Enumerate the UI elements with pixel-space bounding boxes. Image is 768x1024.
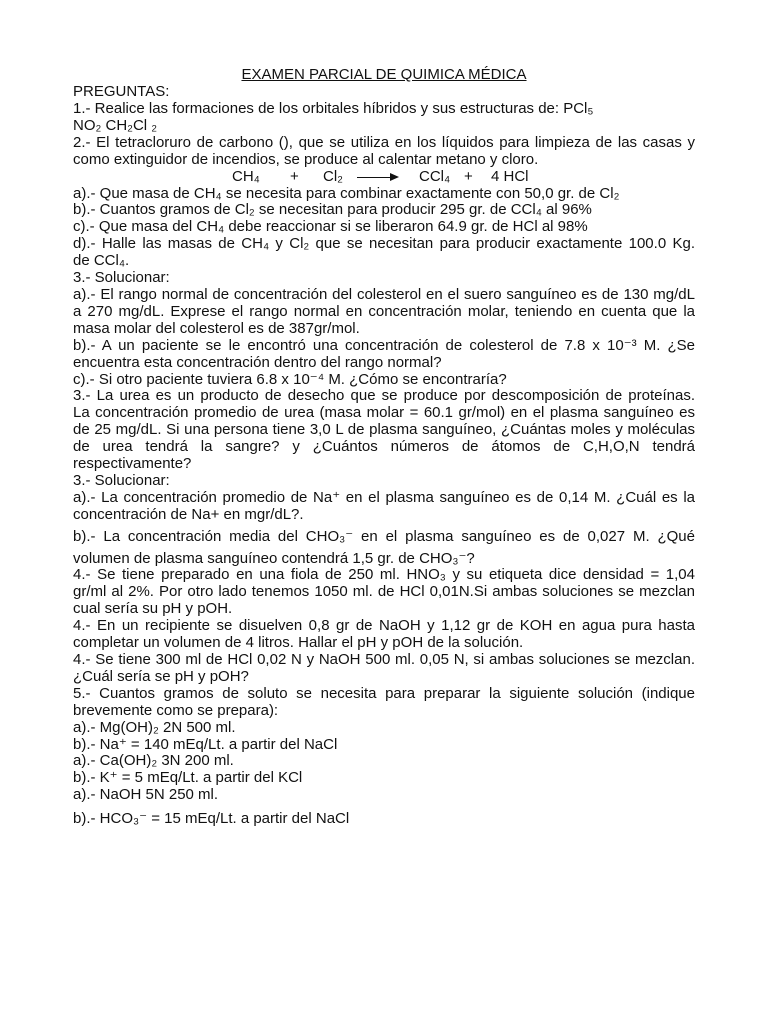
- text-line: a).- Mg(OH)₂ 2N 500 ml.: [73, 718, 236, 736]
- text-line: ¿Cuál sería se pH y pOH?: [73, 667, 249, 685]
- text-line: a).- La concentración promedio de Na⁺ en el plasma sanguíneo es de 0,14 M. ¿Cuál es la: [73, 488, 695, 506]
- reaction-arrow-icon: [357, 169, 399, 185]
- text-line: 3.- Solucionar:: [73, 269, 170, 287]
- text-line: completar un volumen de 4 litros. Hallar el pH y pOH de la solución.: [73, 634, 524, 652]
- text-line: concentración de Na+ en mgr/dL?.: [73, 505, 304, 523]
- plus-sign: +: [290, 167, 299, 185]
- text-line: a).- El rango normal de concentración del colesterol en el suero sanguíneo es de 130 mg/dL: [73, 285, 695, 303]
- text-line: de urea tendrá la sangre? y ¿Cuántos números de átomos de C,H,O,N tendrá: [73, 438, 695, 456]
- document-body: [73, 84, 695, 828]
- text-line: gr/ml al 2%. Por otro lado tenemos 1050 ml. de HCl 0,01N.Si ambas soluciones se mezclan: [73, 583, 695, 601]
- text-line: c).- Que masa del CH₄ debe reaccionar si se liberaron 64.9 gr. de HCl al 98%: [73, 218, 588, 236]
- text-line: de 25 mg/dL. Si una persona tiene 3,0 L de plasma sanguíneo, ¿Cuántas moles y moléculas: [73, 421, 695, 439]
- text-line: masa molar del colesterol es de 387gr/mol.: [73, 319, 360, 337]
- text-line: 1.- Realice las formaciones de los orbitales híbridos y sus estructuras de: PCl₅: [73, 99, 594, 117]
- text-line: cual sería su pH y pOH.: [73, 600, 233, 618]
- text-line: b).- La concentración media del CHO₃⁻ en el plasma sanguíneo es de 0,027 M. ¿Qué: [73, 527, 695, 545]
- reactant-ch4: CH₄: [232, 167, 260, 185]
- plus-sign: +: [464, 167, 473, 185]
- text-line: NO₂ CH₂Cl ₂: [73, 116, 158, 134]
- text-line: b).- HCO₃⁻ = 15 mEq/Lt. a partir del NaCl: [73, 810, 350, 828]
- text-line: 4.- En un recipiente se disuelven 0,8 gr de NaOH y 1,12 gr de KOH en agua pura hasta: [73, 617, 695, 635]
- text-line: 5.- Cuantos gramos de soluto se necesita para preparar la siguiente solución (indique: [73, 684, 695, 702]
- text-line: 4.- Se tiene preparado en una fiola de 250 ml. HNO₃ y su etiqueta dice densidad = 1,04: [73, 566, 695, 584]
- text-line: 3.- Solucionar:: [73, 471, 170, 489]
- text-line: encuentra esta concentración dentro del rango normal?: [73, 353, 442, 371]
- text-line: b).- K⁺ = 5 mEq/Lt. a partir del KCl: [73, 769, 303, 787]
- reactant-cl2: Cl₂: [323, 167, 343, 185]
- text-line: 2.- El tetracloruro de carbono (), que se utiliza en los líquidos para limpieza de las casas y: [73, 133, 695, 151]
- document-title: EXAMEN PARCIAL DE QUIMICA MÉDICA: [241, 66, 527, 83]
- text-line: a 270 mg/dL. Exprese el rango normal en concentración molar, teniendo en cuenta que la: [73, 302, 695, 320]
- text-line: respectivamente?: [73, 455, 192, 473]
- text-line: volumen de plasma sanguíneo contendrá 1,5 gr. de CHO₃⁻?: [73, 549, 475, 567]
- text-line: de CCl₄.: [73, 252, 130, 270]
- text-line: d).- Halle las masas de CH₄ y Cl₂ que se necesitan para producir exactamente 100.0 Kg.: [73, 235, 695, 253]
- reaction-equation: [73, 169, 695, 186]
- text-line: brevemente como se prepara):: [73, 701, 279, 719]
- text-line: a).- Que masa de CH₄ se necesita para combinar exactamente con 50,0 gr. de Cl₂: [73, 184, 620, 202]
- text-line: PREGUNTAS:: [73, 83, 170, 100]
- text-line: 3.- La urea es un producto de desecho que se produce por descomposición de proteínas.: [73, 387, 695, 405]
- text-line: b).- Cuantos gramos de Cl₂ se necesitan para producir 295 gr. de CCl₄ al 96%: [73, 201, 592, 219]
- text-line: a).- NaOH 5N 250 ml.: [73, 786, 219, 804]
- product-hcl: 4 HCl: [491, 167, 529, 185]
- text-line: La concentración promedio de urea (masa molar = 60.1 gr/mol) en el plasma sanguíneo es: [73, 404, 695, 422]
- text-line: 4.- Se tiene 300 ml de HCl 0,02 N y NaOH 500 ml. 0,05 N, si ambas soluciones se mezclan.: [73, 651, 695, 668]
- text-line: a).- Ca(OH)₂ 3N 200 ml.: [73, 752, 234, 770]
- product-ccl4: CCl₄: [419, 167, 451, 185]
- text-line: b).- Na⁺ = 140 mEq/Lt. a partir del NaCl: [73, 735, 338, 753]
- text-line: como extinguidor de incendios, se produce al calentar metano y cloro.: [73, 150, 539, 168]
- text-line: c).- Si otro paciente tuviera 6.8 x 10⁻⁴ M. ¿Cómo se encontraría?: [73, 370, 507, 388]
- text-line: b).- A un paciente se le encontró una concentración de colesterol de 7.8 x 10⁻³ M. ¿Se: [73, 336, 695, 354]
